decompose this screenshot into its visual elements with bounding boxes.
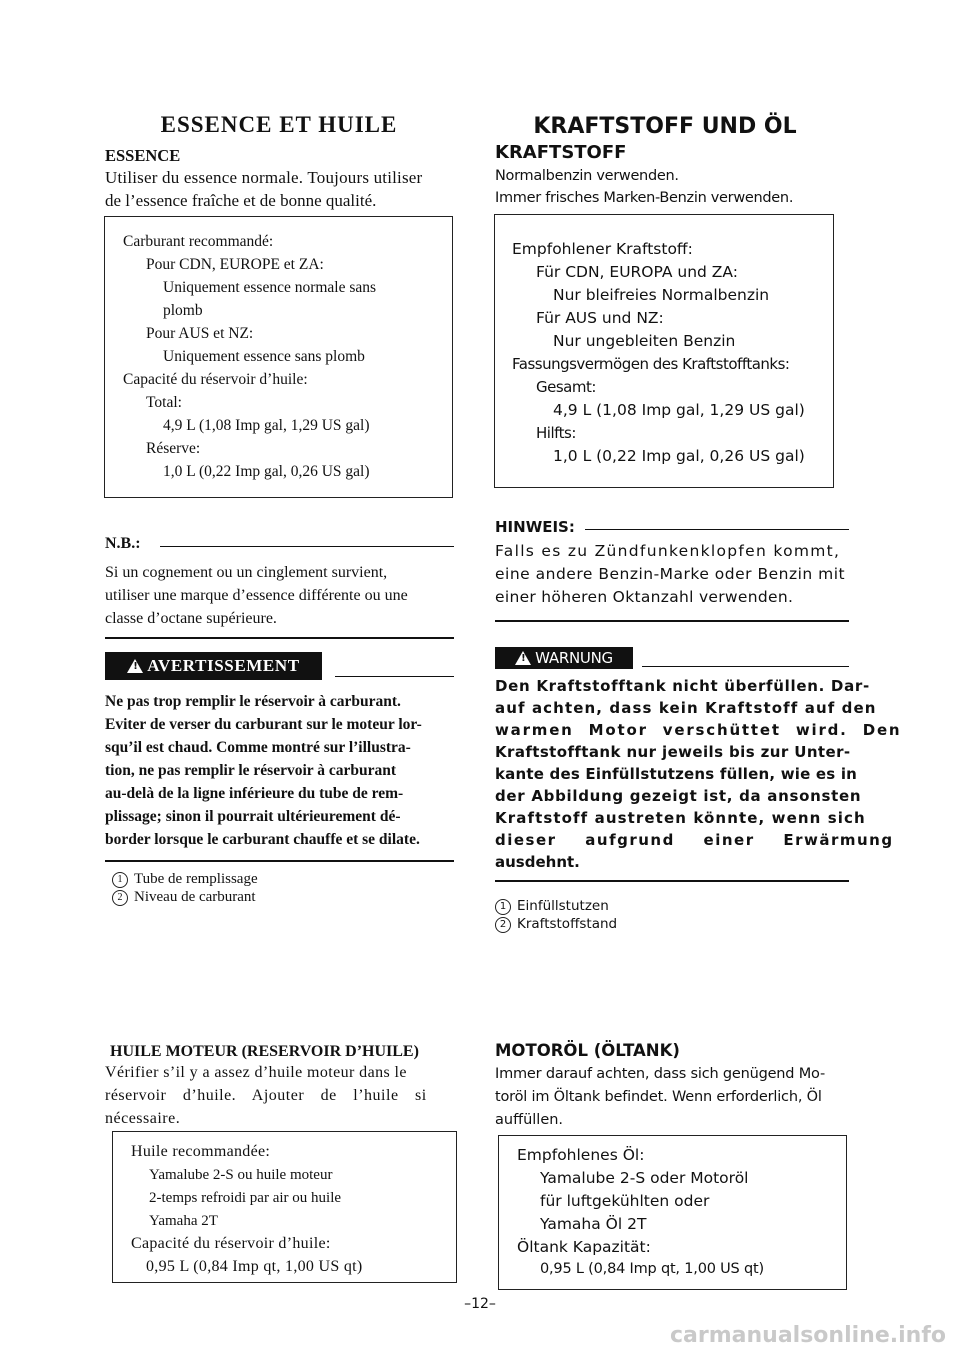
fr-spec-line-2: Pour CDN, EUROPE et ZA: <box>146 256 324 273</box>
fr-warning-line-4: tion, ne pas remplir le réservoir à carburant <box>105 762 397 779</box>
circled-number-1: 1 <box>495 899 511 915</box>
fr-nb-line-2: utiliser une marque d’essence différente ou une <box>105 587 408 604</box>
fr-essence-line-2: de l’essence fraîche et de bonne qualité. <box>105 191 377 210</box>
de-warning-line-3: warmen Motor verschüttet wird. Den <box>495 721 902 739</box>
fr-spec-line-6: Uniquement essence sans plomb <box>163 348 365 365</box>
de-hinweis-label: HINWEIS: <box>495 518 575 536</box>
de-legend-item-2: 2 Kraftstoffstand <box>495 916 617 933</box>
watermark: carmanualsonline.info <box>670 1323 946 1348</box>
de-spec-line-6: Fassungsvermögen des Kraftstofftanks: <box>512 355 790 373</box>
de-warning-line-6: der Abbildung gezeigt ist, da ansonsten <box>495 787 862 805</box>
fr-nb-end-rule <box>105 637 454 639</box>
de-hinweis-line-1: Falls es zu Zündfunkenklopfen kommt, <box>495 542 841 560</box>
de-hinweis-line-3: einer höheren Oktanzahl verwenden. <box>495 588 794 606</box>
de-warning-line-8: dieser aufgrund einer Erwärmung <box>495 831 894 849</box>
warning-triangle-icon <box>515 651 531 665</box>
de-oil-box-line-3: für luftgekühlten oder <box>540 1192 710 1210</box>
de-warning-end-rule <box>495 880 849 882</box>
de-warning-line-2: auf achten, dass kein Kraftstoff auf den <box>495 699 877 717</box>
de-oil-line-3: auffüllen. <box>495 1112 564 1128</box>
de-oil-line-1: Immer darauf achten, dass sich genügend Mo- <box>495 1066 825 1082</box>
de-spec-line-8: 4,9 L (1,08 Imp gal, 1,29 US gal) <box>553 401 805 419</box>
de-spec-line-3: Nur bleifreies Normalbenzin <box>553 286 770 304</box>
de-warning-line-1: Den Kraftstofftank nicht überfüllen. Dar- <box>495 677 870 695</box>
de-spec-line-4: Für AUS und NZ: <box>536 309 664 327</box>
warning-triangle-icon <box>127 659 143 673</box>
fr-title: ESSENCE ET HUILE <box>160 112 398 137</box>
de-oil-heading: MOTORÖL (ÖLTANK) <box>495 1041 680 1060</box>
fr-warning-line-1: Ne pas trop remplir le réservoir à carburant. <box>105 693 401 710</box>
fr-warning-end-rule <box>105 860 454 862</box>
fr-warning-line-3: squ’il est chaud. Comme montré sur l’illustra- <box>105 739 411 756</box>
fr-spec-line-7: Capacité du réservoir d’huile: <box>123 371 308 388</box>
circled-number-2: 2 <box>112 890 128 906</box>
fr-oil-box-line-1: Huile recommandée: <box>131 1143 271 1160</box>
circled-number-1: 1 <box>112 872 128 888</box>
de-spec-line-10: 1,0 L (0,22 Imp gal, 0,26 US gal) <box>553 447 805 465</box>
fr-warning-line-5: au-delà de la ligne inférieure du tube de rem- <box>105 785 404 802</box>
de-hinweis-line-2: eine andere Benzin-Marke oder Benzin mit <box>495 565 846 583</box>
fr-oil-heading: HUILE MOTEUR (RESERVOIR D’HUILE) <box>110 1043 419 1060</box>
fr-spec-line-1: Carburant recommandé: <box>123 233 274 250</box>
fr-spec-line-9: 4,9 L (1,08 Imp gal, 1,29 US gal) <box>163 417 370 434</box>
de-oil-box-line-2: Yamalube 2-S oder Motoröl <box>540 1169 749 1187</box>
fr-warning-badge <box>105 652 322 680</box>
fr-nb-label: N.B.: <box>105 535 141 552</box>
fr-spec-line-8: Total: <box>146 394 182 411</box>
fr-spec-line-11: 1,0 L (0,22 Imp gal, 0,26 US gal) <box>163 463 370 480</box>
de-spec-line-2: Für CDN, EUROPA und ZA: <box>536 263 738 281</box>
fr-oil-box-line-3: 2-temps refroidi par air ou huile <box>149 1190 342 1206</box>
de-spec-line-7: Gesamt: <box>536 378 596 396</box>
fr-legend-item-2: 2 Niveau de carburant <box>112 889 256 906</box>
fr-oil-line-1: Vérifier s’il y a assez d’huile moteur dans le <box>105 1064 407 1081</box>
de-spec-line-5: Nur ungebleiten Benzin <box>553 332 736 350</box>
fr-warning-label: AVERTISSEMENT <box>147 656 300 675</box>
fr-warning-rule <box>335 676 454 677</box>
fr-essence-heading: ESSENCE <box>105 146 181 165</box>
fr-spec-line-3: Uniquement essence normale sans <box>163 279 377 296</box>
fr-oil-box-line-4: Yamaha 2T <box>149 1213 218 1229</box>
de-spec-line-1: Empfohlener Kraftstoff: <box>512 240 693 258</box>
fr-oil-box-line-5: Capacité du réservoir d’huile: <box>131 1235 331 1252</box>
fr-oil-box-line-2: Yamalube 2-S ou huile moteur <box>149 1167 333 1183</box>
de-kraftstoff-heading: KRAFTSTOFF <box>495 142 627 163</box>
page-number: –12– <box>464 1296 496 1312</box>
fr-oil-box-line-6: 0,95 L (0,84 Imp qt, 1,00 US qt) <box>146 1258 363 1275</box>
de-warning-label: WARNUNG <box>535 649 613 667</box>
de-warning-line-7: Kraftstoff austreten könnte, wenn sich <box>495 809 866 827</box>
fr-nb-line-1: Si un cognement ou un cinglement survient, <box>105 564 388 581</box>
fr-legend-item-1: 1 Tube de remplissage <box>112 871 258 888</box>
de-oil-box-line-5: Öltank Kapazität: <box>517 1238 651 1256</box>
fr-warning-line-7: border lorsque le carburant chauffe et se dilate. <box>105 831 420 848</box>
fr-warning-line-2: Eviter de verser du carburant sur le moteur lor- <box>105 716 422 733</box>
de-oil-line-2: toröl im Öltank befindet. Wenn erforderlich, Öl <box>495 1089 822 1105</box>
fr-oil-line-3: nécessaire. <box>105 1110 181 1127</box>
fr-spec-line-5: Pour AUS et NZ: <box>146 325 254 342</box>
de-oil-box-line-6: 0,95 L (0,84 Imp qt, 1,00 US qt) <box>540 1261 764 1277</box>
fr-oil-line-2: réservoir d’huile. Ajouter de l’huile si <box>105 1087 427 1104</box>
de-warning-line-9: ausdehnt. <box>495 853 580 871</box>
de-legend-item-1: 1 Einfüllstutzen <box>495 898 609 915</box>
de-title: KRAFTSTOFF UND ÖL <box>533 114 797 139</box>
fr-nb-line-3: classe d’octane supérieure. <box>105 610 277 627</box>
de-warning-line-5: kante des Einfüllstutzens füllen, wie es in <box>495 765 858 783</box>
de-oil-box-line-1: Empfohlenes Öl: <box>517 1146 645 1164</box>
fr-nb-rule <box>160 546 454 547</box>
de-hinweis-end-rule <box>495 620 849 622</box>
de-hinweis-rule <box>585 529 849 530</box>
fr-spec-line-4: plomb <box>163 302 203 319</box>
de-warning-line-4: Kraftstofftank nur jeweils bis zur Unter- <box>495 743 851 761</box>
de-warning-badge <box>495 647 633 669</box>
fr-essence-line-1: Utiliser du essence normale. Toujours utiliser <box>105 168 423 187</box>
de-oil-box-line-4: Yamaha Öl 2T <box>540 1215 647 1233</box>
fr-spec-line-10: Réserve: <box>146 440 201 457</box>
de-warning-rule <box>642 666 849 667</box>
de-kraftstoff-line-1: Normalbenzin verwenden. <box>495 168 679 184</box>
fr-warning-line-6: plissage; sinon il pourrait ultérieurement dé- <box>105 808 401 825</box>
de-spec-line-9: Hilfts: <box>536 424 576 442</box>
de-kraftstoff-line-2: Immer frisches Marken-Benzin verwenden. <box>495 190 794 206</box>
circled-number-2: 2 <box>495 917 511 933</box>
